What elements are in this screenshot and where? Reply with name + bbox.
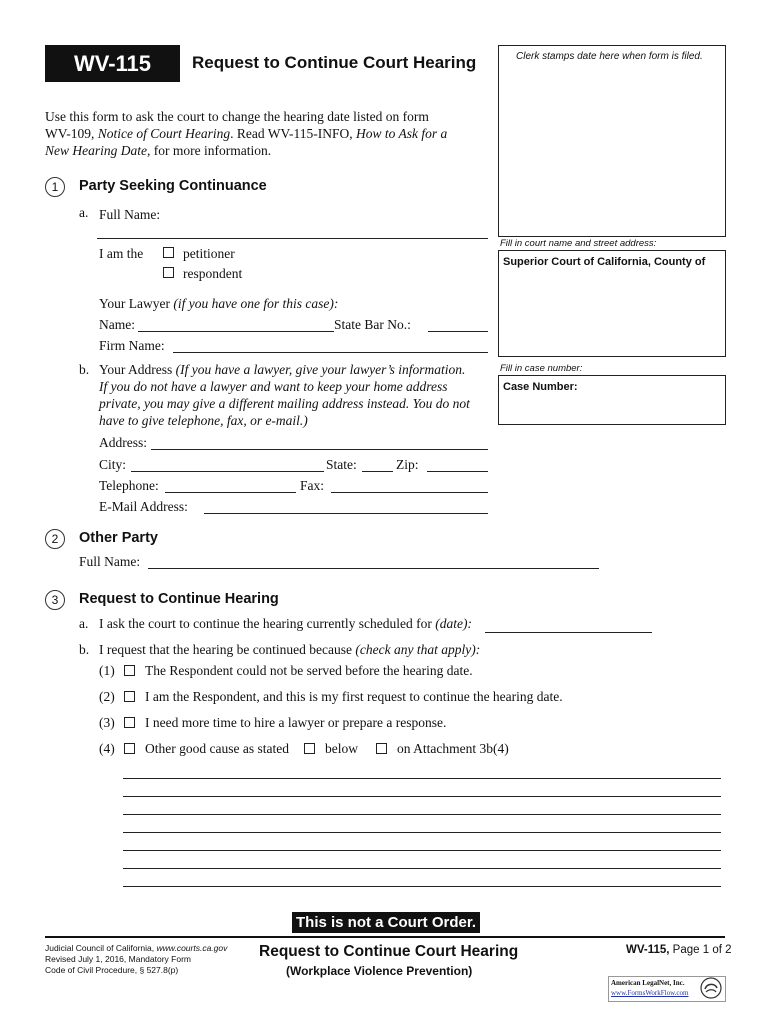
address-field[interactable] <box>151 449 488 450</box>
legalnet-logo-icon <box>700 977 722 999</box>
other-party-name-field[interactable] <box>148 568 599 569</box>
s3-b-sentence: I request that the hearing be continued because <box>99 642 353 657</box>
not-court-order-banner: This is not a Court Order. <box>292 912 480 933</box>
telephone-label: Telephone: <box>99 478 159 493</box>
your-lawyer-label <box>99 296 338 312</box>
footer-left-line-2: Revised July 1, 2016, Mandatory Form <box>45 954 191 964</box>
s3-a-sentence: I ask the court to continue the hearing currently scheduled for <box>99 616 432 631</box>
i-am-the-label: I am the <box>99 246 144 261</box>
reason-1-number: (1) <box>99 663 115 678</box>
state-bar-label: State Bar No.: <box>334 317 411 332</box>
reason-3-number: (3) <box>99 715 115 730</box>
your-lawyer-note: (if you have one for this case): <box>173 296 339 311</box>
s3-b-note: (check any that apply): <box>355 642 481 657</box>
reason-1-checkbox[interactable] <box>124 665 135 676</box>
form-code-badge: WV-115 <box>45 45 180 82</box>
intro-text: . Read WV-115-INFO, <box>230 126 353 141</box>
intro-line-1: Use this form to ask the court to change the hearing date listed on form <box>45 109 429 124</box>
section-3-number: 3 <box>45 590 65 610</box>
s3-b-text <box>99 642 480 658</box>
your-address-text: Your Address <box>99 362 173 377</box>
intro-info-title-cont: New Hearing Date, <box>45 143 151 158</box>
intro-line-2 <box>45 126 447 142</box>
other-party-name-label: Full Name: <box>79 554 141 569</box>
lawyer-name-label: Name: <box>99 317 135 332</box>
explanation-line-2[interactable] <box>123 796 721 797</box>
section-2-number: 2 <box>45 529 65 549</box>
clerk-stamp-hint: Clerk stamps date here when form is filed. <box>516 51 703 62</box>
address-note-4: have to give telephone, fax, or e-mail.) <box>99 413 308 428</box>
footer-page-number: Page 1 of 2 <box>672 944 732 956</box>
address-label: Address: <box>99 435 147 450</box>
footer-council: Judicial Council of California, <box>45 943 155 953</box>
s3-a-text <box>99 616 472 632</box>
petitioner-checkbox[interactable] <box>163 247 174 258</box>
explanation-line-4[interactable] <box>123 832 721 833</box>
court-name-label: Superior Court of California, County of <box>503 256 706 268</box>
full-name-label: Full Name: <box>99 207 161 222</box>
footer-page-info <box>626 944 732 956</box>
address-note: (If you have a lawyer, give your lawyer’s information. <box>175 362 466 377</box>
explanation-line-1[interactable] <box>123 778 721 779</box>
address-note-2: If you do not have a lawyer and want to keep your home address <box>99 379 448 394</box>
explanation-line-6[interactable] <box>123 868 721 869</box>
reason-2-number: (2) <box>99 689 115 704</box>
fax-label: Fax: <box>300 478 325 493</box>
reason-4-attachment-label: on Attachment 3b(4) <box>397 741 509 756</box>
reason-1-label: The Respondent could not be served before the hearing date. <box>145 663 473 678</box>
s3-a-label: a. <box>79 616 89 631</box>
case-number-hint: Fill in case number: <box>500 363 583 374</box>
city-field[interactable] <box>131 471 324 472</box>
intro-info-title: How to Ask for a <box>356 126 448 141</box>
s3-b-label: b. <box>79 642 90 657</box>
reason-4-below-checkbox[interactable] <box>304 743 315 754</box>
footer-subtitle: (Workplace Violence Prevention) <box>286 964 473 978</box>
intro-notice-title: Notice of Court Hearing <box>97 126 231 141</box>
legalnet-name: American LegalNet, Inc. <box>611 979 685 987</box>
reason-4-checkbox[interactable] <box>124 743 135 754</box>
reason-3-label: I need more time to hire a lawyer or prepare a response. <box>145 715 447 730</box>
telephone-field[interactable] <box>165 492 296 493</box>
hearing-date-field[interactable] <box>485 632 652 633</box>
email-field[interactable] <box>204 513 488 514</box>
reason-4-below-label: below <box>325 741 358 756</box>
form-title: Request to Continue Court Hearing <box>192 53 477 72</box>
intro-text: for more information. <box>153 143 272 158</box>
section-1-title: Party Seeking Continuance <box>79 178 267 194</box>
s1-b-label: b. <box>79 362 90 377</box>
footer-form-code: WV-115, <box>626 944 670 956</box>
reason-2-checkbox[interactable] <box>124 691 135 702</box>
email-label: E-Mail Address: <box>99 499 188 514</box>
case-number-label: Case Number: <box>503 381 578 393</box>
reason-3-checkbox[interactable] <box>124 717 135 728</box>
your-lawyer-text: Your Lawyer <box>99 296 170 311</box>
state-bar-field[interactable] <box>428 331 488 332</box>
legalnet-url[interactable]: www.FormsWorkFlow.com <box>611 989 689 997</box>
your-address-line-1 <box>99 362 465 378</box>
address-note-3: private, you may give a different mailing address instead. You do not <box>99 396 470 411</box>
s3-a-date-label: (date): <box>435 616 472 631</box>
city-label: City: <box>99 457 127 472</box>
intro-text: WV-109, <box>45 126 95 141</box>
explanation-line-5[interactable] <box>123 850 721 851</box>
footer-title: Request to Continue Court Hearing <box>259 943 519 960</box>
state-field[interactable] <box>362 471 393 472</box>
petitioner-label: petitioner <box>183 246 235 261</box>
zip-field[interactable] <box>427 471 488 472</box>
section-1-number: 1 <box>45 177 65 197</box>
explanation-line-3[interactable] <box>123 814 721 815</box>
court-name-hint: Fill in court name and street address: <box>500 238 657 249</box>
reason-2-label: I am the Respondent, and this is my first request to continue the hearing date. <box>145 689 563 704</box>
section-3-title: Request to Continue Hearing <box>79 591 279 607</box>
respondent-checkbox[interactable] <box>163 267 174 278</box>
lawyer-name-field[interactable] <box>138 331 334 332</box>
firm-name-field[interactable] <box>173 352 488 353</box>
footer-rule <box>45 936 725 938</box>
firm-name-label: Firm Name: <box>99 338 165 353</box>
explanation-line-7[interactable] <box>123 886 721 887</box>
clerk-stamp-box[interactable] <box>498 45 726 237</box>
fax-field[interactable] <box>331 492 488 493</box>
zip-label: Zip: <box>396 457 419 472</box>
section-2-title: Other Party <box>79 530 158 546</box>
footer-courts-url: www.courts.ca.gov <box>156 943 228 953</box>
reason-4-attachment-checkbox[interactable] <box>376 743 387 754</box>
footer-left-line-3: Code of Civil Procedure, § 527.8(p) <box>45 965 179 975</box>
footer-left-line-1 <box>45 943 227 953</box>
s1-a-label: a. <box>79 205 89 220</box>
reason-4-label: Other good cause as stated <box>145 741 289 756</box>
state-label: State: <box>326 457 357 472</box>
intro-line-3 <box>45 143 271 159</box>
respondent-label: respondent <box>183 266 243 281</box>
reason-4-number: (4) <box>99 741 115 756</box>
full-name-field[interactable] <box>97 238 488 239</box>
